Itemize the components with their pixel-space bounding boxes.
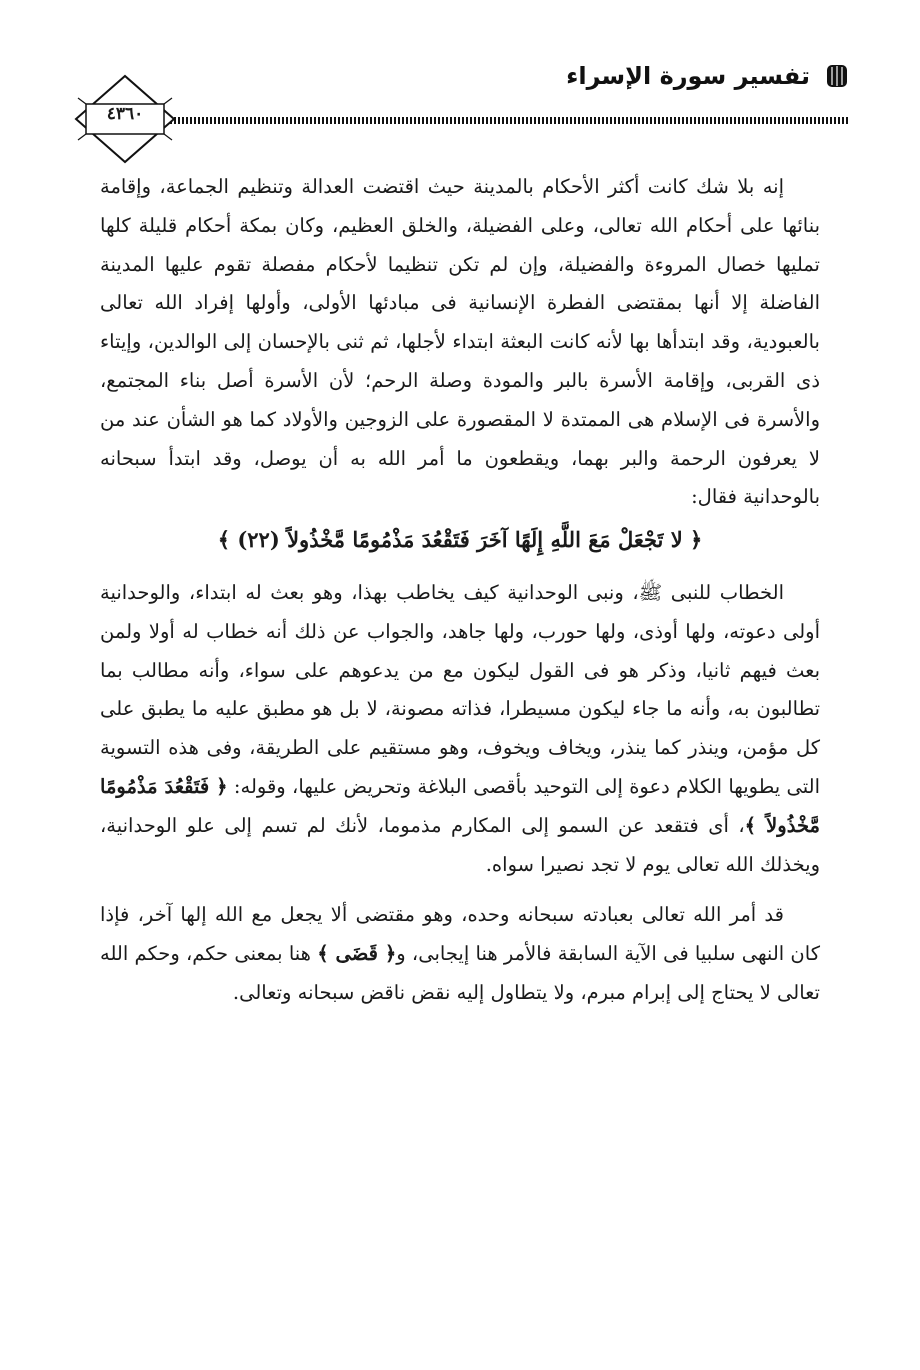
paragraph-3 xyxy=(100,896,820,1012)
page-number: ٤٣٦٠ xyxy=(106,104,144,124)
page-number-badge xyxy=(70,74,180,164)
header-rule xyxy=(154,117,848,124)
paragraph-3-text: قد أمر الله تعالى بعبادته سبحانه وحده، وهو مقتضى ألا يجعل مع الله إلها آخر، فإذا كان النهى سلبيا فى الآية السابقة فالأمر هنا إيجابى، و xyxy=(100,903,820,966)
ornament-icon xyxy=(824,63,850,89)
paragraph-1: إنه بلا شك كانت أكثر الأحكام بالمدينة حيث اقتضت العدالة وتنظيم الجماعة، وإقامة بنائها على أحكام الله تعالى، وعلى الفضيلة، والخلق العظيم، وكان بمكة أحكام قليلة كلها تمليها خصال المروءة والفضيلة، وإن لم تكن تنظيما لأحكام مفصلة تقوم عليها المدينة الفاضلة إلا أنها بمقتضى الفطرة الإنسانية فى مبادئها الأولى، وأولها إفراد الله تعالى بالعبودية، وقد ابتدأها بها لأنه كانت البعثة ابتداء لأجلها، ثم ثنى بالإحسان إلى الوالدين، وإيتاء ذى القربى، وإقامة الأسرة بالبر والمودة وصلة الرحم؛ لأن الأسرة أصل بناء المجتمع، والأسرة فى الإسلام هى الممتدة لا المقصورة على الزوجين والأولاد كما هو الشأن عند من لا يعرفون الرحمة والبر بهما، ويقطعون ما أمر الله به أن يوصل، وقد ابتدأ سبحانه بالوحدانية فقال: xyxy=(100,175,820,509)
page-body xyxy=(100,168,820,1013)
verse-quote: ﴿ فَتَقْعُدَ مَذْمُومًا مَّخْذُولاً ﴾ xyxy=(100,774,820,837)
verse-quote-qada: ﴿ قَضَى ﴾ xyxy=(317,942,397,966)
running-head xyxy=(566,62,850,90)
paragraph-2 xyxy=(100,574,820,884)
paragraph-3-text-end: هنا بمعنى حكم، وحكم الله تعالى لا يحتاج إلى إبرام مبرم، ولا يتطاول إليه نقض ناقض سبحانه وتعالى. xyxy=(100,942,820,1004)
quran-verse: ﴿ لا تَجْعَلْ مَعَ اللَّهِ إِلَهًا آخَرَ فَتَقْعُدَ مَذْمُومًا مَّخْذُولاً (٢٢) ﴾ xyxy=(217,527,703,553)
running-head-title: تفسير سورة الإسراء xyxy=(566,62,810,90)
paragraph-2-text-end: ، أى فتقعد عن السمو إلى المكارم مذموما، لأنك لم تسم إلى علو الوحدانية، ويخذلك الله تعالى يوم لا تجد نصيرا سواه. xyxy=(100,813,820,876)
page-header xyxy=(0,0,920,170)
paragraph-2-text: الخطاب للنبى ﷺ، ونبى الوحدانية كيف يخاطب بهذا، وهو بعث له ابتداء، والوحدانية أولى دعوته، ولها أوذى، ولها حورب، ولها جاهد، والجواب عن ذلك أنه خطاب له أولا ولمن بعث فيهم ثانيا، وذكر هو فى القول ليكون مع من يدعوهم على سواء، وأنه مطالب بما تطالبون به، وأنه ما جاء ليكون مسيطرا، فذاته مصونة، لا بل هو مطبق عليه ما يطبق على كل مؤمن، وينذر كما ينذر، ويخاف ويخوف، وهو مستقيم على الطريقة، وفى هذه التسوية التى يطويها الكلام دعوة إلى التوحيد بأقصى البلاغة وتحريض عليها، وقوله: xyxy=(100,580,820,798)
